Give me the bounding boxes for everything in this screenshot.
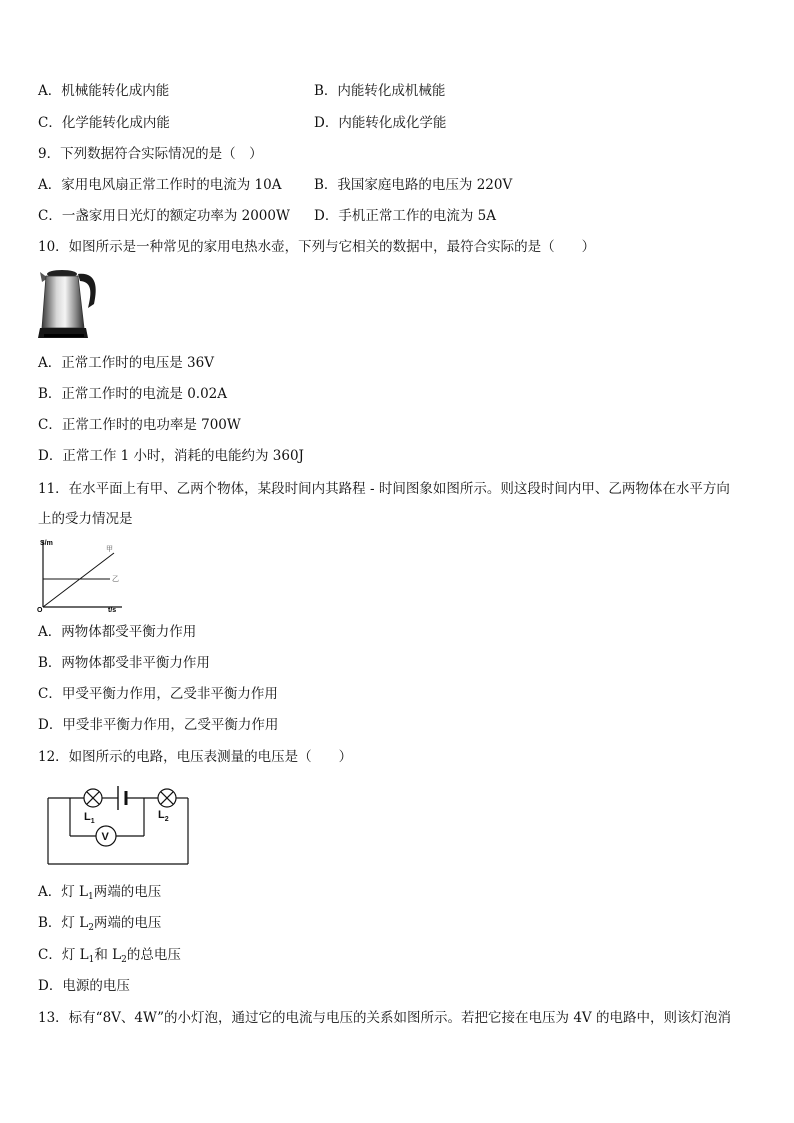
q12-option-c: C．灯 $L_1$和 $L_2$的总电压 [38, 947, 181, 965]
battery [118, 786, 126, 810]
q11-stem-line1: 11．在水平面上有甲、乙两个物体，某段时间内其路程 - 时间图象如图所示。则这段时间内甲、乙两物体在水平方向 [38, 481, 730, 497]
q8-option-b: B．内能转化成机械能 [314, 83, 446, 99]
q11-option-d: D．甲受非平衡力作用，乙受平衡力作用 [38, 717, 279, 733]
q9-option-b: B．我国家庭电路的电压为 220V [314, 177, 513, 193]
electric-kettle-image [38, 266, 100, 342]
q12-option-a: A．灯 $L_1$两端的电压 [38, 884, 162, 902]
q11-stem-line2: 上的受力情况是 [38, 511, 133, 527]
q9-option-d: D．手机正常工作的电流为 5A [314, 208, 496, 224]
q9-option-a: A．家用电风扇正常工作时的电流为 10A [38, 177, 282, 193]
label-l1: $L_1$ [84, 811, 95, 825]
q9-stem: 9．下列数据符合实际情况的是（ ） [38, 146, 263, 162]
q11-option-a: A．两物体都受平衡力作用 [38, 624, 197, 640]
graph-series-label-jia: 甲 [106, 546, 113, 553]
lamp-l2 [158, 789, 176, 807]
lamp-l1 [84, 789, 102, 807]
q13-stem: 13．标有“8V、4W”的小灯泡，通过它的电流与电压的关系如图所示。若把它接在电压为 4V 的电路中，则该灯泡消 [38, 1010, 731, 1026]
q10-option-d: D．正常工作 1 小时，消耗的电能约为 360J [38, 448, 304, 464]
voltmeter [96, 826, 116, 846]
graph-y-label: S/m [40, 540, 53, 547]
q10-stem: 10．如图所示是一种常见的家用电热水壶，下列与它相关的数据中，最符合实际的是（ ） [38, 239, 596, 255]
q10-option-c: C．正常工作时的电功率是 700W [38, 417, 241, 433]
graph-line-jia [43, 553, 114, 607]
distance-time-graph [36, 537, 126, 613]
q8-option-d: D．内能转化成化学能 [314, 115, 447, 131]
q12-stem: 12．如图所示的电路，电压表测量的电压是（ ） [38, 749, 353, 765]
graph-origin-label: O [37, 607, 43, 613]
circuit-diagram [40, 778, 196, 868]
graph-x-label: t/s [108, 607, 117, 613]
graph-series-label-yi: 乙 [112, 576, 119, 583]
q11-option-c: C．甲受平衡力作用，乙受非平衡力作用 [38, 686, 278, 702]
q12-option-d: D．电源的电压 [38, 978, 130, 994]
q8-option-a: A．机械能转化成内能 [38, 83, 170, 99]
q9-option-c: C．一盏家用日光灯的额定功率为 2000W [38, 208, 290, 224]
q8-option-c: C．化学能转化成内能 [38, 115, 170, 131]
q10-option-a: A．正常工作时的电压是 36V [38, 355, 214, 371]
voltmeter-label: V [101, 831, 109, 843]
label-l2: $L_2$ [158, 809, 169, 823]
q10-option-b: B．正常工作时的电流是 0.02A [38, 386, 228, 402]
q12-option-b: B．灯 $L_2$两端的电压 [38, 915, 162, 933]
q11-option-b: B．两物体都受非平衡力作用 [38, 655, 210, 671]
